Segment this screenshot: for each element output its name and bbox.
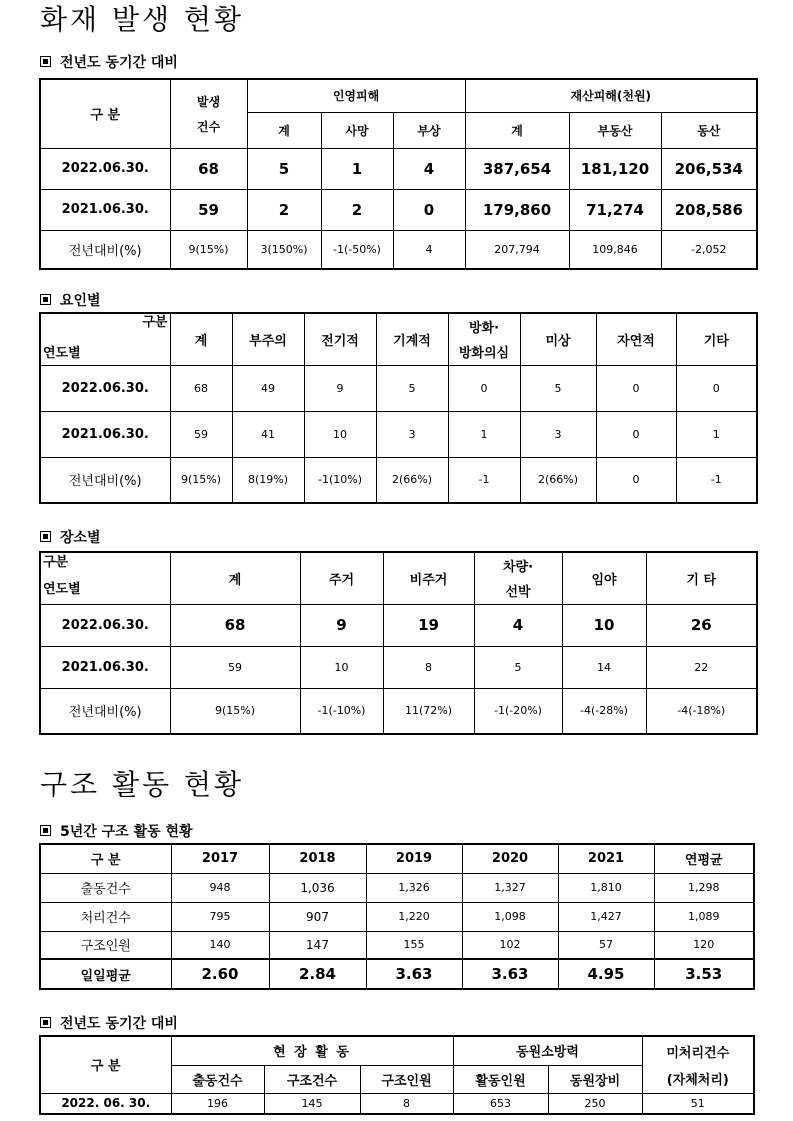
- t2-cell: 1: [448, 411, 520, 457]
- t1-cell: 2022.06.30.: [40, 148, 170, 189]
- t3-corner-header: [40, 552, 170, 604]
- t2-cell: 2021.06.30.: [40, 411, 170, 457]
- t2-corner-header: [40, 313, 170, 365]
- t3-cell: 2022.06.30.: [40, 604, 170, 646]
- t5-cell: 145: [264, 1093, 360, 1114]
- t2-col-header: 미상: [520, 313, 596, 365]
- t4-col-header: 2021: [558, 844, 654, 873]
- t4-heading-text: 5년간 구조 활동 현황: [60, 824, 193, 840]
- t1-sub-header: 계: [247, 112, 321, 148]
- t5-sub-header: 동원장비: [548, 1065, 642, 1093]
- t2-cell: 0: [676, 365, 757, 411]
- t1-sub-header: 계: [465, 112, 569, 148]
- table-row: [40, 688, 757, 734]
- t3-col-header: 임야: [562, 552, 646, 604]
- t2-cell: 0: [596, 365, 676, 411]
- rescue-section-title: 구조 활동 현황: [40, 768, 245, 801]
- t1-cell: 3(150%): [247, 230, 321, 269]
- t2-cell: 10: [304, 411, 376, 457]
- square-bullet-icon: [40, 825, 51, 836]
- t3-heading: [40, 527, 101, 547]
- t1-table: [39, 78, 758, 270]
- t4-cell: 155: [366, 931, 462, 959]
- t2-cell: 2(66%): [520, 457, 596, 503]
- t4-cell: 57: [558, 931, 654, 959]
- t4-cell: 948: [171, 873, 269, 902]
- t4-cell: 102: [462, 931, 558, 959]
- square-bullet-icon: [40, 56, 51, 67]
- t4-cell: 1,098: [462, 902, 558, 931]
- t2-col-header: 기타: [676, 313, 757, 365]
- t4-cell: 구조인원: [40, 931, 171, 959]
- t5-heading-text: 전년도 동기간 대비: [60, 1016, 178, 1032]
- t4-cell: 1,326: [366, 873, 462, 902]
- t1-property-header: 재산피해(천원): [465, 79, 757, 112]
- t5-cell: 8: [360, 1093, 453, 1114]
- t4-cell: 4.95: [558, 959, 654, 989]
- t3-col-header: 주거: [300, 552, 383, 604]
- t5-cell: 51: [642, 1093, 754, 1114]
- t5-unproc-header-l2: (자체처리): [642, 1065, 754, 1093]
- t1-sub-header: 부동산: [569, 112, 661, 148]
- t2-heading-text: 요인별: [60, 293, 101, 309]
- t4-col-header: 연평균: [654, 844, 754, 873]
- t3-table: [39, 551, 758, 735]
- table-row: [40, 457, 757, 503]
- t4-cell: 1,810: [558, 873, 654, 902]
- t3-cell: 전년대비(%): [40, 688, 170, 734]
- t4-cell: 3.53: [654, 959, 754, 989]
- t5-field-header: 현 장 활 동: [171, 1036, 453, 1065]
- t1-cell: 181,120: [569, 148, 661, 189]
- t3-cell: 19: [383, 604, 474, 646]
- t3-cell: 11(72%): [383, 688, 474, 734]
- t5-heading: [40, 1013, 178, 1033]
- t1-cell: 207,794: [465, 230, 569, 269]
- t3-cell: -4(-28%): [562, 688, 646, 734]
- t1-cell: 208,586: [661, 189, 757, 230]
- t1-gubun-header: 구 분: [40, 79, 170, 148]
- t2-cell: 0: [448, 365, 520, 411]
- table-row: [40, 1093, 754, 1114]
- table-row: [40, 189, 757, 230]
- t3-cell: -4(-18%): [646, 688, 757, 734]
- t4-cell: 처리건수: [40, 902, 171, 931]
- t1-count-header-l1: 발생: [196, 94, 221, 109]
- t4-cell: 1,089: [654, 902, 754, 931]
- t2-cell: 3: [520, 411, 596, 457]
- t3-cell: -1(-20%): [474, 688, 562, 734]
- t4-cell: 1,298: [654, 873, 754, 902]
- t5-sub-header: 활동인원: [453, 1065, 548, 1093]
- t2-cell: -1: [448, 457, 520, 503]
- t1-cell: 5: [247, 148, 321, 189]
- t4-cell: 907: [269, 902, 366, 931]
- t3-cell: 2021.06.30.: [40, 646, 170, 688]
- t4-cell: 1,427: [558, 902, 654, 931]
- t4-cell: 2.60: [171, 959, 269, 989]
- t1-cell: 1: [321, 148, 393, 189]
- t2-cell: 2022.06.30.: [40, 365, 170, 411]
- t2-table: [39, 312, 758, 504]
- t1-cell: 0: [393, 189, 465, 230]
- t3-cell: -1(-10%): [300, 688, 383, 734]
- t4-cell: 1,036: [269, 873, 366, 902]
- t4-cell: 795: [171, 902, 269, 931]
- t2-cell: 0: [596, 411, 676, 457]
- t1-cell: 2: [321, 189, 393, 230]
- t4-cell: 일일평균: [40, 959, 171, 989]
- t5-table: [39, 1035, 755, 1115]
- t2-cell: 5: [376, 365, 448, 411]
- t1-cell: 2: [247, 189, 321, 230]
- t1-cell: 68: [170, 148, 247, 189]
- table-row: [40, 230, 757, 269]
- t4-cell: 2.84: [269, 959, 366, 989]
- t2-cell: 9: [304, 365, 376, 411]
- t2-cell: 0: [596, 457, 676, 503]
- t3-col-header-l1: 차량·: [502, 560, 534, 576]
- t4-cell: 140: [171, 931, 269, 959]
- t1-cell: 4: [393, 148, 465, 189]
- t4-heading: [40, 821, 193, 841]
- t1-heading: [40, 52, 178, 72]
- t3-cell: 4: [474, 604, 562, 646]
- t2-cell: 41: [232, 411, 304, 457]
- t4-col-header: 2018: [269, 844, 366, 873]
- t1-heading-text: 전년도 동기간 대비: [60, 55, 178, 71]
- t1-sub-header: 동산: [661, 112, 757, 148]
- t3-cell: 68: [170, 604, 300, 646]
- t3-cell: 9: [300, 604, 383, 646]
- t3-cell: 10: [300, 646, 383, 688]
- t1-cell: 2021.06.30.: [40, 189, 170, 230]
- t3-heading-text: 장소별: [60, 530, 101, 546]
- t2-cell: 3: [376, 411, 448, 457]
- t5-cell: 250: [548, 1093, 642, 1114]
- t3-corner-top: 구분: [43, 555, 69, 571]
- t1-cell: -1(-50%): [321, 230, 393, 269]
- t3-cell: 22: [646, 646, 757, 688]
- t2-cell: 68: [170, 365, 232, 411]
- table-row: [40, 902, 754, 931]
- t2-col-header: 기계적: [376, 313, 448, 365]
- table-row: [40, 931, 754, 959]
- t4-col-header: 2020: [462, 844, 558, 873]
- t1-cell: 387,654: [465, 148, 569, 189]
- t2-heading: [40, 290, 101, 310]
- t4-col-header: 2017: [171, 844, 269, 873]
- t5-cell: 2022. 06. 30.: [40, 1093, 171, 1114]
- fire-section-title: 화재 발생 현황: [40, 3, 245, 36]
- t2-col-header: 전기적: [304, 313, 376, 365]
- t3-col-header: 기 타: [646, 552, 757, 604]
- t1-cell: -2,052: [661, 230, 757, 269]
- t3-cell: 26: [646, 604, 757, 646]
- t3-col-header: 계: [170, 552, 300, 604]
- t3-cell: 14: [562, 646, 646, 688]
- t1-sub-header: 사망: [321, 112, 393, 148]
- t5-mobil-header: 동원소방력: [453, 1036, 642, 1065]
- table-row: [40, 959, 754, 989]
- t3-cell: 5: [474, 646, 562, 688]
- t5-gubun-header: 구 분: [40, 1036, 171, 1093]
- t1-cell: 9(15%): [170, 230, 247, 269]
- t2-col-header: 계: [170, 313, 232, 365]
- table-row: [40, 873, 754, 902]
- t2-cell: 9(15%): [170, 457, 232, 503]
- t2-col-header-l2: 방화의심: [458, 346, 510, 362]
- t2-cell: 49: [232, 365, 304, 411]
- table-row: [40, 646, 757, 688]
- t3-cell: 8: [383, 646, 474, 688]
- t2-cell: 5: [520, 365, 596, 411]
- t2-cell: 59: [170, 411, 232, 457]
- t1-count-header: [170, 79, 247, 148]
- table-row: [40, 411, 757, 457]
- square-bullet-icon: [40, 294, 51, 305]
- t1-count-header-l2: 건수: [196, 119, 221, 134]
- t4-cell: 3.63: [366, 959, 462, 989]
- t1-sub-header: 부상: [393, 112, 465, 148]
- t1-cell: 71,274: [569, 189, 661, 230]
- t4-cell: 1,327: [462, 873, 558, 902]
- square-bullet-icon: [40, 531, 51, 542]
- t1-cell: 4: [393, 230, 465, 269]
- t1-cell: 59: [170, 189, 247, 230]
- t4-cell: 3.63: [462, 959, 558, 989]
- t1-cell: 206,534: [661, 148, 757, 189]
- t5-sub-header: 구조건수: [264, 1065, 360, 1093]
- t4-cell: 147: [269, 931, 366, 959]
- t1-cell: 109,846: [569, 230, 661, 269]
- t2-corner-top: 구분: [142, 315, 168, 331]
- table-row: [40, 365, 757, 411]
- t4-cell: 출동건수: [40, 873, 171, 902]
- t4-col-header: 2019: [366, 844, 462, 873]
- t1-casualty-header: 인영피해: [247, 79, 465, 112]
- t4-cell: 1,220: [366, 902, 462, 931]
- t1-cell: 전년대비(%): [40, 230, 170, 269]
- t3-corner-bottom: 연도별: [43, 582, 81, 598]
- t2-col-header: [448, 313, 520, 365]
- t2-cell: 8(19%): [232, 457, 304, 503]
- t2-col-header: 자연적: [596, 313, 676, 365]
- t3-cell: 9(15%): [170, 688, 300, 734]
- t4-col-header: 구 분: [40, 844, 171, 873]
- t2-cell: 1: [676, 411, 757, 457]
- t2-col-header: 부주의: [232, 313, 304, 365]
- t5-cell: 196: [171, 1093, 264, 1114]
- t5-cell: 653: [453, 1093, 548, 1114]
- t3-cell: 59: [170, 646, 300, 688]
- t3-col-header-l2: 선박: [505, 585, 531, 601]
- t1-cell: 179,860: [465, 189, 569, 230]
- table-row: [40, 604, 757, 646]
- t5-sub-header: 구조인원: [360, 1065, 453, 1093]
- square-bullet-icon: [40, 1017, 51, 1028]
- t3-cell: 10: [562, 604, 646, 646]
- t2-col-header-l1: 방화·: [468, 321, 500, 337]
- table-row: [40, 148, 757, 189]
- t4-table: [39, 843, 755, 990]
- t5-sub-header: 출동건수: [171, 1065, 264, 1093]
- t2-cell: 전년대비(%): [40, 457, 170, 503]
- t2-corner-bottom: 연도별: [43, 346, 81, 362]
- t2-cell: -1(10%): [304, 457, 376, 503]
- t5-unproc-header: 미처리건수: [642, 1036, 754, 1065]
- t2-cell: -1: [676, 457, 757, 503]
- t3-col-header: [474, 552, 562, 604]
- t3-col-header: 비주거: [383, 552, 474, 604]
- t4-cell: 120: [654, 931, 754, 959]
- t2-cell: 2(66%): [376, 457, 448, 503]
